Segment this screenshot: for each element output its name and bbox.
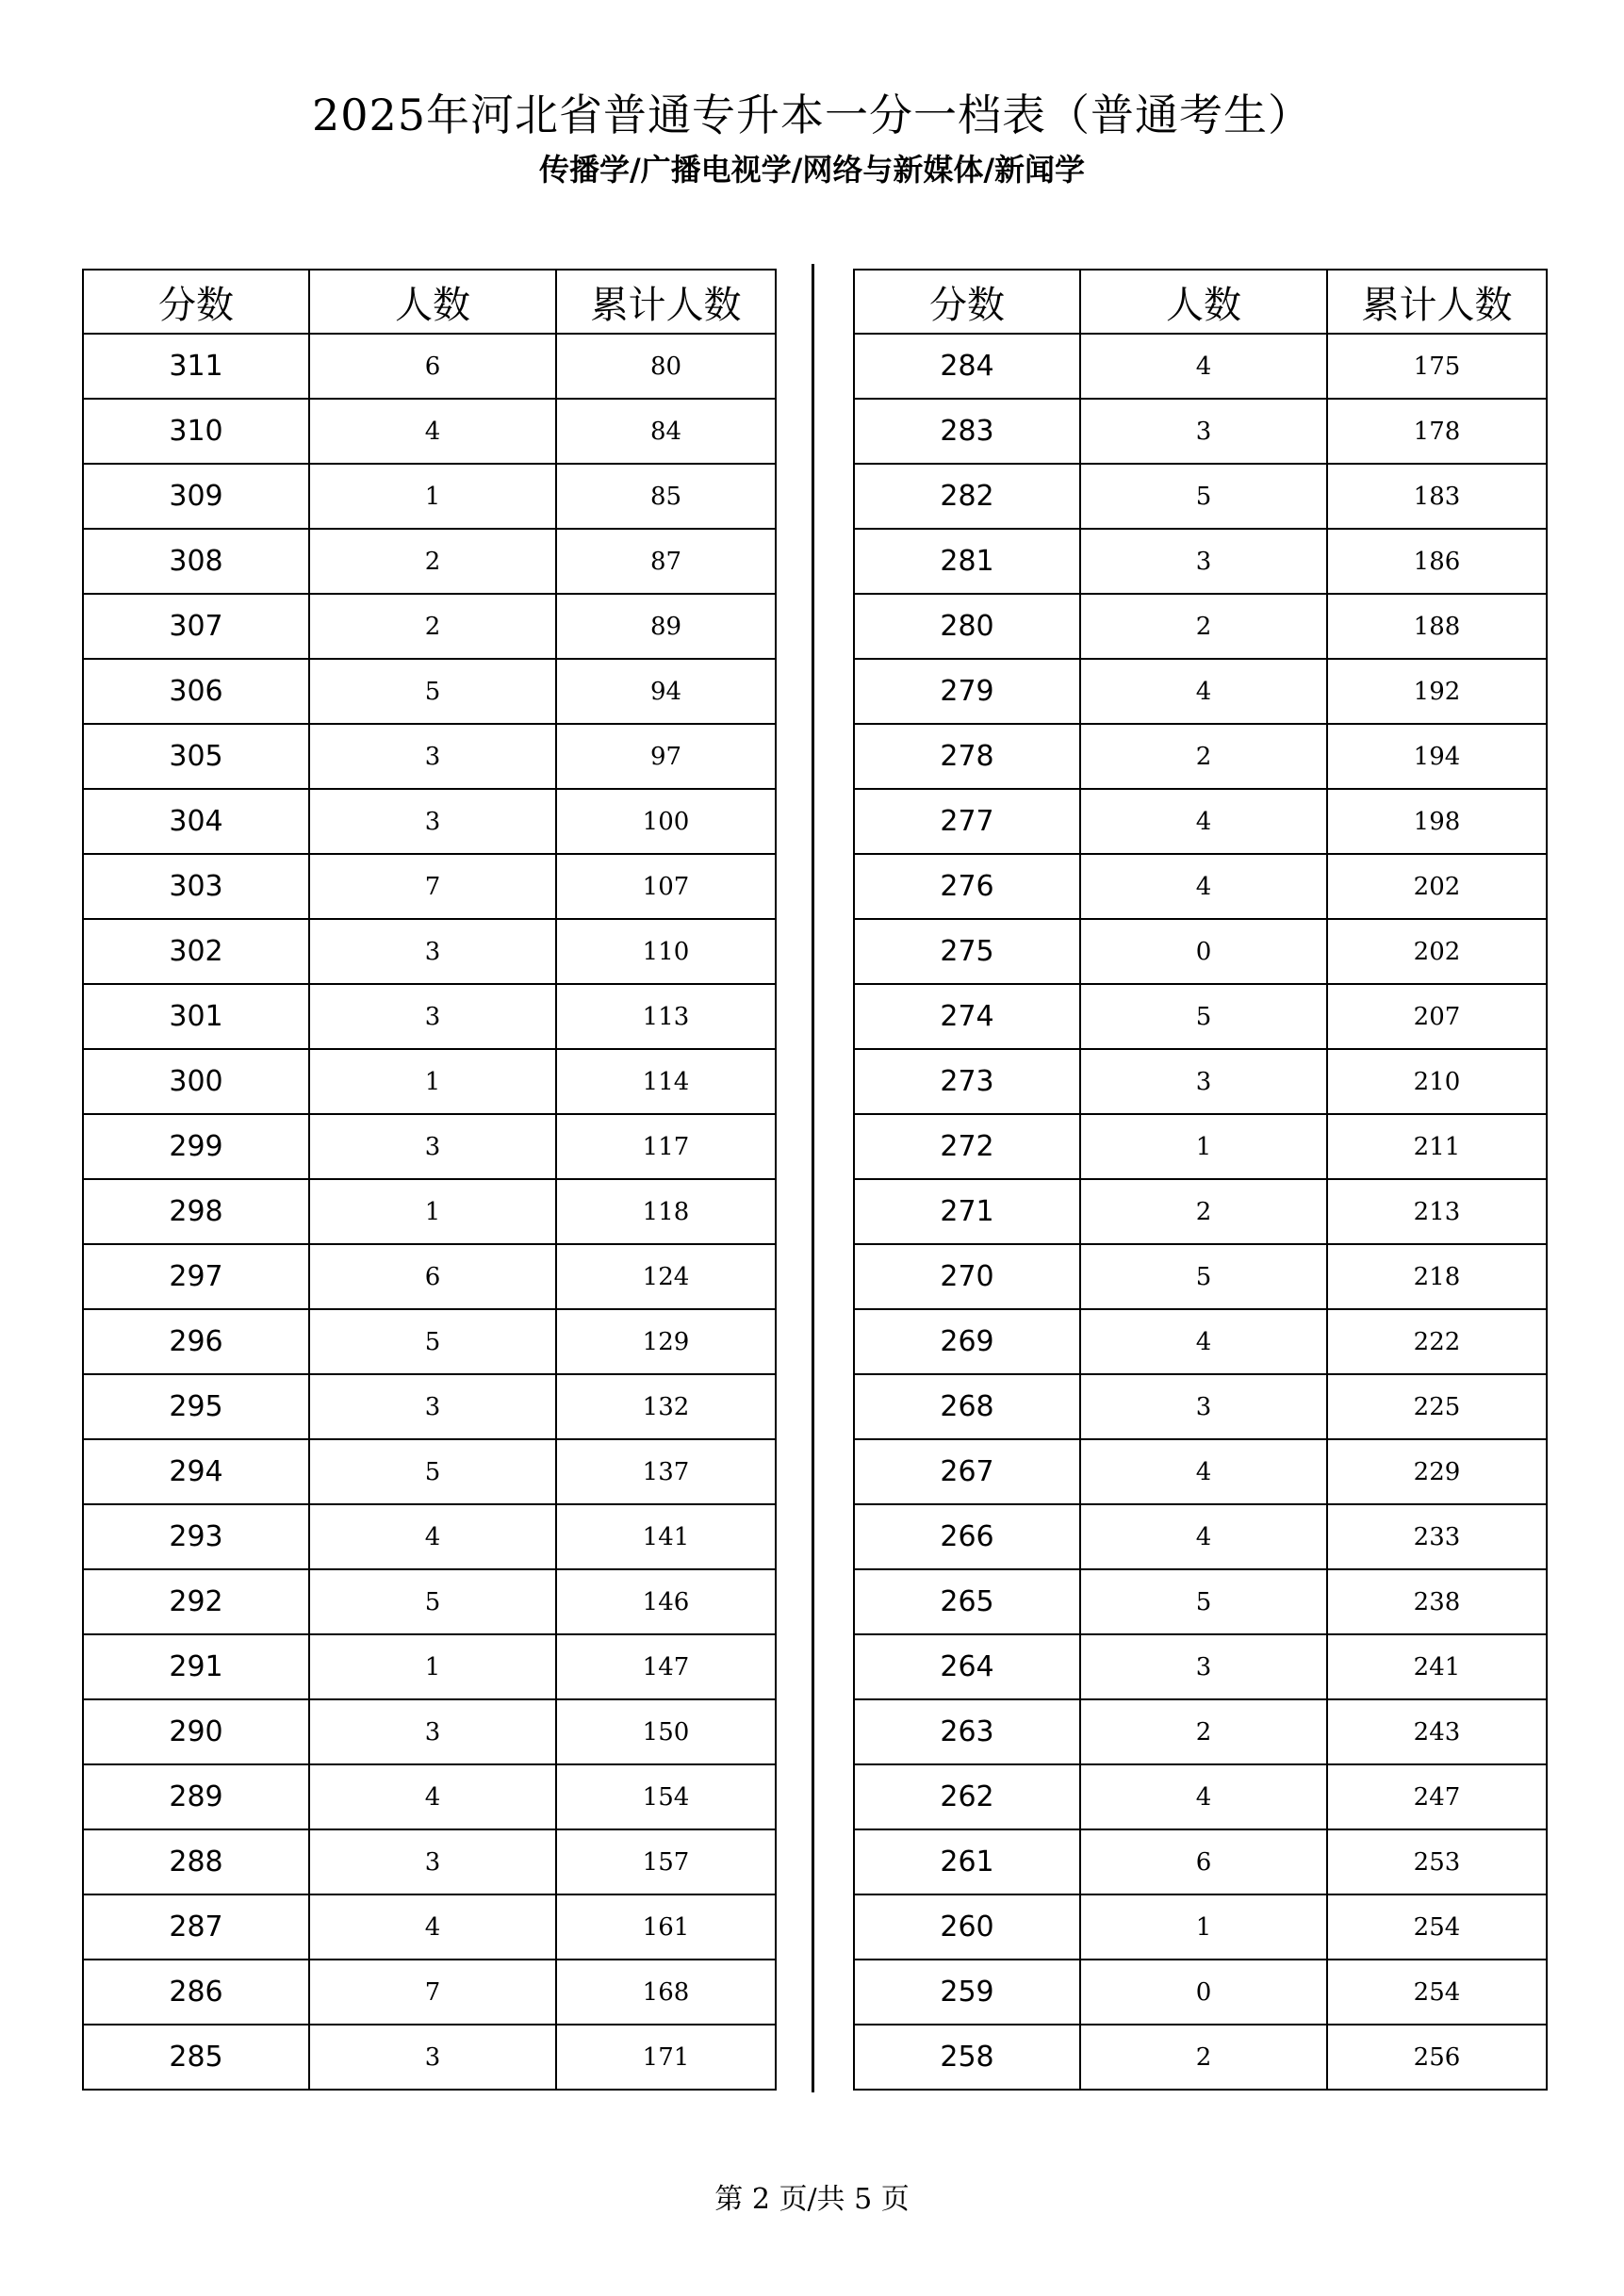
count-cell: 6 (309, 1244, 556, 1309)
table-row (854, 984, 1547, 1049)
table-row (83, 2025, 776, 2090)
table-row (83, 334, 776, 399)
score-cell: 261 (854, 1829, 1080, 1894)
score-cell: 303 (83, 854, 309, 919)
score-cell: 300 (83, 1049, 309, 1114)
count-cell: 5 (309, 659, 556, 724)
score-cell: 285 (83, 2025, 309, 2090)
score-cell: 277 (854, 789, 1080, 854)
score-cell: 289 (83, 1764, 309, 1829)
table-body-right (854, 334, 1547, 2090)
count-cell: 1 (309, 1179, 556, 1244)
count-cell: 4 (309, 1504, 556, 1569)
count-cell: 3 (309, 1114, 556, 1179)
score-cell: 291 (83, 1634, 309, 1699)
cumulative-cell: 241 (1327, 1634, 1547, 1699)
score-table-left (82, 269, 777, 2091)
cumulative-cell: 183 (1327, 464, 1547, 529)
table-row (83, 529, 776, 594)
cumulative-cell: 233 (1327, 1504, 1547, 1569)
table-row (854, 1634, 1547, 1699)
count-cell: 4 (309, 399, 556, 464)
cumulative-cell: 253 (1327, 1829, 1547, 1894)
cumulative-cell: 94 (556, 659, 776, 724)
header-cumulative: 累计人数 (556, 270, 776, 334)
score-cell: 292 (83, 1569, 309, 1634)
score-cell: 286 (83, 1960, 309, 2025)
count-cell: 4 (1080, 1764, 1327, 1829)
count-cell: 4 (1080, 789, 1327, 854)
score-cell: 259 (854, 1960, 1080, 2025)
table-row (83, 1049, 776, 1114)
table-row (854, 1764, 1547, 1829)
count-cell: 0 (1080, 1960, 1327, 2025)
count-cell: 3 (309, 1699, 556, 1764)
cumulative-cell: 146 (556, 1569, 776, 1634)
cumulative-cell: 178 (1327, 399, 1547, 464)
table-row (83, 789, 776, 854)
cumulative-cell: 110 (556, 919, 776, 984)
count-cell: 3 (309, 724, 556, 789)
score-cell: 307 (83, 594, 309, 659)
table-row (854, 1244, 1547, 1309)
score-cell: 309 (83, 464, 309, 529)
count-cell: 7 (309, 1960, 556, 2025)
table-row (854, 1114, 1547, 1179)
count-cell: 3 (309, 1829, 556, 1894)
table-row (854, 1894, 1547, 1960)
header-score: 分数 (83, 270, 309, 334)
cumulative-cell: 211 (1327, 1114, 1547, 1179)
cumulative-cell: 137 (556, 1439, 776, 1504)
count-cell: 5 (1080, 1244, 1327, 1309)
table-row (854, 1439, 1547, 1504)
cumulative-cell: 225 (1327, 1374, 1547, 1439)
table-row (83, 1244, 776, 1309)
table-body-left (83, 334, 776, 2090)
count-cell: 5 (1080, 984, 1327, 1049)
cumulative-cell: 213 (1327, 1179, 1547, 1244)
count-cell: 3 (1080, 399, 1327, 464)
table-row (83, 1179, 776, 1244)
count-cell: 3 (309, 789, 556, 854)
count-cell: 5 (309, 1309, 556, 1374)
score-cell: 258 (854, 2025, 1080, 2090)
count-cell: 2 (1080, 1699, 1327, 1764)
count-cell: 5 (1080, 1569, 1327, 1634)
document-subtitle: 传播学/广播电视学/网络与新媒体/新闻学 (538, 152, 1086, 188)
header-cumulative: 累计人数 (1327, 270, 1547, 334)
cumulative-cell: 254 (1327, 1960, 1547, 2025)
score-cell: 273 (854, 1049, 1080, 1114)
table-row (854, 1699, 1547, 1764)
cumulative-cell: 114 (556, 1049, 776, 1114)
score-cell: 308 (83, 529, 309, 594)
table-row (854, 789, 1547, 854)
cumulative-cell: 113 (556, 984, 776, 1049)
cumulative-cell: 202 (1327, 854, 1547, 919)
cumulative-cell: 247 (1327, 1764, 1547, 1829)
table-row (83, 464, 776, 529)
table-row (83, 659, 776, 724)
cumulative-cell: 254 (1327, 1894, 1547, 1960)
score-cell: 267 (854, 1439, 1080, 1504)
cumulative-cell: 218 (1327, 1244, 1547, 1309)
score-cell: 263 (854, 1699, 1080, 1764)
score-cell: 283 (854, 399, 1080, 464)
score-cell: 287 (83, 1894, 309, 1960)
cumulative-cell: 188 (1327, 594, 1547, 659)
cumulative-cell: 229 (1327, 1439, 1547, 1504)
table-row (83, 1504, 776, 1569)
score-cell: 265 (854, 1569, 1080, 1634)
cumulative-cell: 84 (556, 399, 776, 464)
count-cell: 1 (309, 1049, 556, 1114)
cumulative-cell: 132 (556, 1374, 776, 1439)
table-row (854, 1179, 1547, 1244)
cumulative-cell: 171 (556, 2025, 776, 2090)
count-cell: 2 (1080, 1179, 1327, 1244)
table-row (854, 464, 1547, 529)
count-cell: 4 (309, 1764, 556, 1829)
score-cell: 276 (854, 854, 1080, 919)
count-cell: 2 (1080, 2025, 1327, 2090)
count-cell: 5 (309, 1569, 556, 1634)
cumulative-cell: 150 (556, 1699, 776, 1764)
cumulative-cell: 100 (556, 789, 776, 854)
count-cell: 6 (309, 334, 556, 399)
score-cell: 298 (83, 1179, 309, 1244)
count-cell: 2 (1080, 724, 1327, 789)
table-row (83, 1960, 776, 2025)
cumulative-cell: 80 (556, 334, 776, 399)
count-cell: 4 (1080, 334, 1327, 399)
cumulative-cell: 198 (1327, 789, 1547, 854)
table-row (854, 2025, 1547, 2090)
table-row (854, 1374, 1547, 1439)
count-cell: 3 (1080, 1374, 1327, 1439)
count-cell: 3 (1080, 1049, 1327, 1114)
table-row (854, 1569, 1547, 1634)
score-cell: 310 (83, 399, 309, 464)
count-cell: 2 (309, 529, 556, 594)
score-cell: 269 (854, 1309, 1080, 1374)
score-cell: 270 (854, 1244, 1080, 1309)
score-cell: 293 (83, 1504, 309, 1569)
count-cell: 4 (1080, 854, 1327, 919)
table-row (83, 399, 776, 464)
count-cell: 5 (309, 1439, 556, 1504)
table-row (83, 854, 776, 919)
header-score: 分数 (854, 270, 1080, 334)
score-cell: 299 (83, 1114, 309, 1179)
cumulative-cell: 97 (556, 724, 776, 789)
table-header-row (83, 270, 776, 334)
count-cell: 0 (1080, 919, 1327, 984)
table-row (854, 724, 1547, 789)
cumulative-cell: 194 (1327, 724, 1547, 789)
table-row (83, 1699, 776, 1764)
cumulative-cell: 124 (556, 1244, 776, 1309)
count-cell: 1 (1080, 1114, 1327, 1179)
score-cell: 262 (854, 1764, 1080, 1829)
count-cell: 4 (309, 1894, 556, 1960)
column-divider (812, 264, 814, 2092)
score-cell: 260 (854, 1894, 1080, 1960)
count-cell: 3 (1080, 529, 1327, 594)
count-cell: 3 (309, 1374, 556, 1439)
score-cell: 271 (854, 1179, 1080, 1244)
cumulative-cell: 161 (556, 1894, 776, 1960)
cumulative-cell: 129 (556, 1309, 776, 1374)
score-cell: 275 (854, 919, 1080, 984)
score-cell: 274 (854, 984, 1080, 1049)
cumulative-cell: 157 (556, 1829, 776, 1894)
score-cell: 268 (854, 1374, 1080, 1439)
count-cell: 3 (309, 984, 556, 1049)
table-row (83, 1309, 776, 1374)
table-row (854, 1049, 1547, 1114)
table-row (83, 594, 776, 659)
cumulative-cell: 118 (556, 1179, 776, 1244)
table-row (83, 724, 776, 789)
score-cell: 306 (83, 659, 309, 724)
count-cell: 6 (1080, 1829, 1327, 1894)
table-header-row (854, 270, 1547, 334)
count-cell: 4 (1080, 1309, 1327, 1374)
score-cell: 280 (854, 594, 1080, 659)
table-row (83, 1764, 776, 1829)
count-cell: 3 (309, 2025, 556, 2090)
cumulative-cell: 87 (556, 529, 776, 594)
table-row (83, 984, 776, 1049)
header-count: 人数 (309, 270, 556, 334)
cumulative-cell: 175 (1327, 334, 1547, 399)
cumulative-cell: 207 (1327, 984, 1547, 1049)
table-row (854, 529, 1547, 594)
score-cell: 264 (854, 1634, 1080, 1699)
cumulative-cell: 210 (1327, 1049, 1547, 1114)
cumulative-cell: 186 (1327, 529, 1547, 594)
page-footer: 第 2 页/共 5 页 (714, 2183, 910, 2216)
cumulative-cell: 147 (556, 1634, 776, 1699)
score-cell: 311 (83, 334, 309, 399)
count-cell: 1 (309, 464, 556, 529)
score-cell: 288 (83, 1829, 309, 1894)
cumulative-cell: 238 (1327, 1569, 1547, 1634)
count-cell: 2 (1080, 594, 1327, 659)
score-cell: 294 (83, 1439, 309, 1504)
score-cell: 301 (83, 984, 309, 1049)
table-row (854, 1829, 1547, 1894)
count-cell: 7 (309, 854, 556, 919)
count-cell: 3 (1080, 1634, 1327, 1699)
score-cell: 266 (854, 1504, 1080, 1569)
cumulative-cell: 107 (556, 854, 776, 919)
table-row (83, 1114, 776, 1179)
score-cell: 302 (83, 919, 309, 984)
score-cell: 278 (854, 724, 1080, 789)
score-cell: 272 (854, 1114, 1080, 1179)
document-title: 2025年河北省普通专升本一分一档表（普通考生） (311, 90, 1313, 140)
score-cell: 305 (83, 724, 309, 789)
score-cell: 284 (854, 334, 1080, 399)
cumulative-cell: 117 (556, 1114, 776, 1179)
table-row (854, 399, 1547, 464)
score-cell: 304 (83, 789, 309, 854)
score-table-right (853, 269, 1548, 2091)
cumulative-cell: 141 (556, 1504, 776, 1569)
score-cell: 297 (83, 1244, 309, 1309)
header-count: 人数 (1080, 270, 1327, 334)
table-row (83, 1894, 776, 1960)
count-cell: 4 (1080, 1504, 1327, 1569)
table-row (854, 334, 1547, 399)
score-cell: 282 (854, 464, 1080, 529)
cumulative-cell: 222 (1327, 1309, 1547, 1374)
table-row (854, 659, 1547, 724)
table-row (854, 1504, 1547, 1569)
table-row (83, 919, 776, 984)
score-cell: 281 (854, 529, 1080, 594)
cumulative-cell: 243 (1327, 1699, 1547, 1764)
score-cell: 296 (83, 1309, 309, 1374)
cumulative-cell: 89 (556, 594, 776, 659)
table-row (83, 1439, 776, 1504)
score-cell: 295 (83, 1374, 309, 1439)
count-cell: 3 (309, 919, 556, 984)
cumulative-cell: 202 (1327, 919, 1547, 984)
table-row (854, 594, 1547, 659)
count-cell: 1 (1080, 1894, 1327, 1960)
table-row (854, 1960, 1547, 2025)
score-cell: 290 (83, 1699, 309, 1764)
count-cell: 5 (1080, 464, 1327, 529)
score-cell: 279 (854, 659, 1080, 724)
cumulative-cell: 256 (1327, 2025, 1547, 2090)
table-row (83, 1634, 776, 1699)
table-row (854, 1309, 1547, 1374)
table-row (83, 1829, 776, 1894)
table-row (854, 854, 1547, 919)
cumulative-cell: 168 (556, 1960, 776, 2025)
cumulative-cell: 192 (1327, 659, 1547, 724)
count-cell: 2 (309, 594, 556, 659)
cumulative-cell: 85 (556, 464, 776, 529)
count-cell: 1 (309, 1634, 556, 1699)
count-cell: 4 (1080, 659, 1327, 724)
table-row (83, 1374, 776, 1439)
cumulative-cell: 154 (556, 1764, 776, 1829)
table-row (854, 919, 1547, 984)
table-row (83, 1569, 776, 1634)
count-cell: 4 (1080, 1439, 1327, 1504)
